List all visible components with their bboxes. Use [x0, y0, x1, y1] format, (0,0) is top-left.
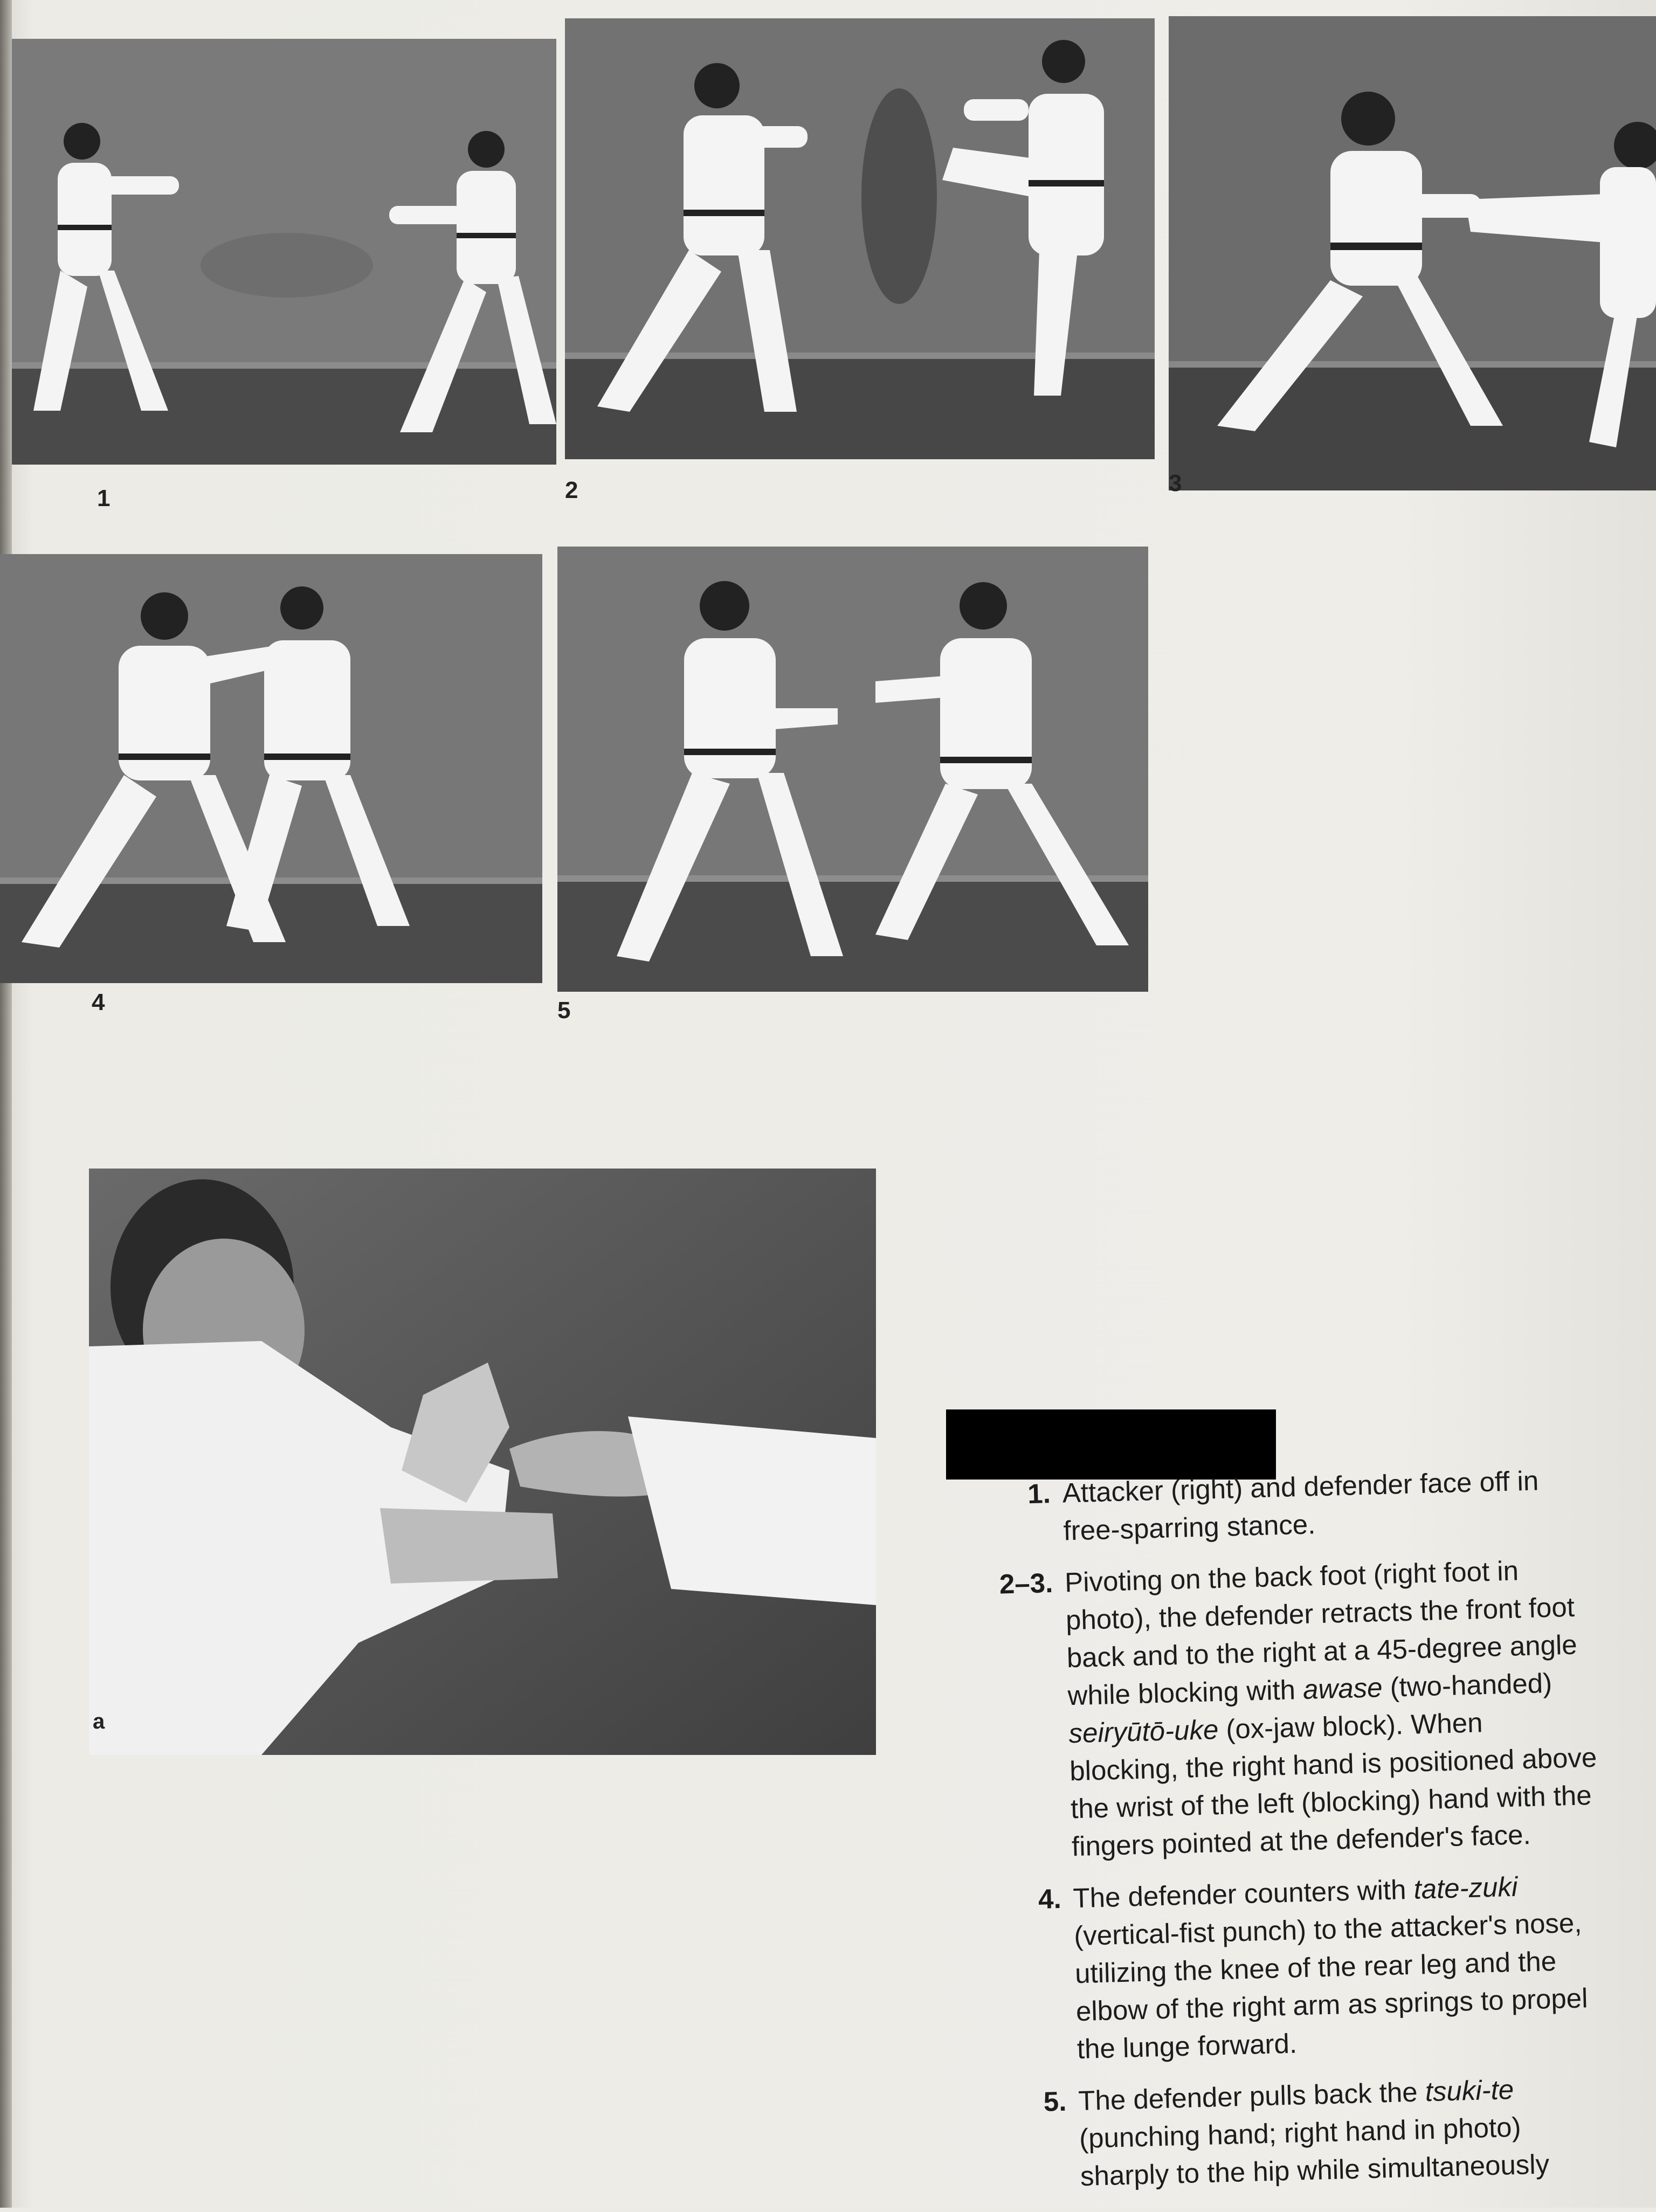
photo-caption: 2 — [565, 477, 578, 503]
step-text-segment: Pivoting on the back foot (right foot in photo), the defender retracts the front foot back and to the right at a 45-degree angle while blocking with — [1064, 1555, 1578, 1711]
step-text — [1064, 1550, 1600, 1865]
step-text-segment: (two-handed) — [1382, 1667, 1552, 1703]
photo-a — [89, 1169, 876, 1755]
step-text-segment: (vertical-fist punch) to the attacker's nose, utilizing the knee of the rear leg and the elbow of the right arm as springs to propel the lunge forward. — [1073, 1907, 1589, 2065]
step-text-term: tate-zuki — [1413, 1871, 1518, 1905]
instruction-steps — [970, 1461, 1609, 2212]
book-spine-shadow — [0, 0, 12, 2208]
step-text-term: awase — [1302, 1672, 1383, 1705]
photo-2 — [565, 18, 1155, 459]
photo-caption: 5 — [557, 997, 571, 1024]
step-number: 2–3. — [999, 1567, 1053, 1600]
step-text-term: tsuki-te — [1424, 2074, 1514, 2107]
step-item — [972, 1550, 1600, 1868]
step-text — [1078, 2069, 1609, 2196]
redacted-heading — [946, 1409, 1276, 1480]
step-item — [986, 2069, 1609, 2198]
step-number: 5. — [1043, 2085, 1067, 2117]
step-text — [1073, 1866, 1606, 2069]
step-item — [981, 1866, 1606, 2071]
photo-caption: 1 — [97, 485, 111, 511]
step-number: 4. — [1038, 1883, 1062, 1914]
step-text — [1062, 1461, 1592, 1550]
photo-caption: a — [93, 1710, 105, 1733]
step-text-segment: Attacker (right) and defender face off in free-sparring stance. — [1062, 1465, 1539, 1546]
photo-5 — [557, 547, 1148, 992]
step-item — [970, 1461, 1592, 1552]
step-text-segment: (ox-jaw block). When blocking, the right hand is positioned above the wrist of the left (blocking) hand with the fingers pointed at the defender's face. — [1069, 1707, 1597, 1862]
step-text-segment: The defender pulls back the — [1078, 2076, 1426, 2117]
photo-caption: 4 — [92, 989, 105, 1015]
step-text-segment: The defender counters with — [1072, 1874, 1414, 1914]
step-text-term: seiryūtō-uke — [1068, 1714, 1219, 1749]
step-number: 1. — [1027, 1478, 1051, 1510]
photo-caption: 3 — [1169, 470, 1182, 496]
step-text-segment: (punching hand; right hand in photo) sharply to the hip while simultaneously — [1079, 2111, 1550, 2192]
photo-1 — [12, 39, 556, 465]
photo-4 — [0, 554, 542, 983]
photo-3 — [1169, 16, 1656, 490]
